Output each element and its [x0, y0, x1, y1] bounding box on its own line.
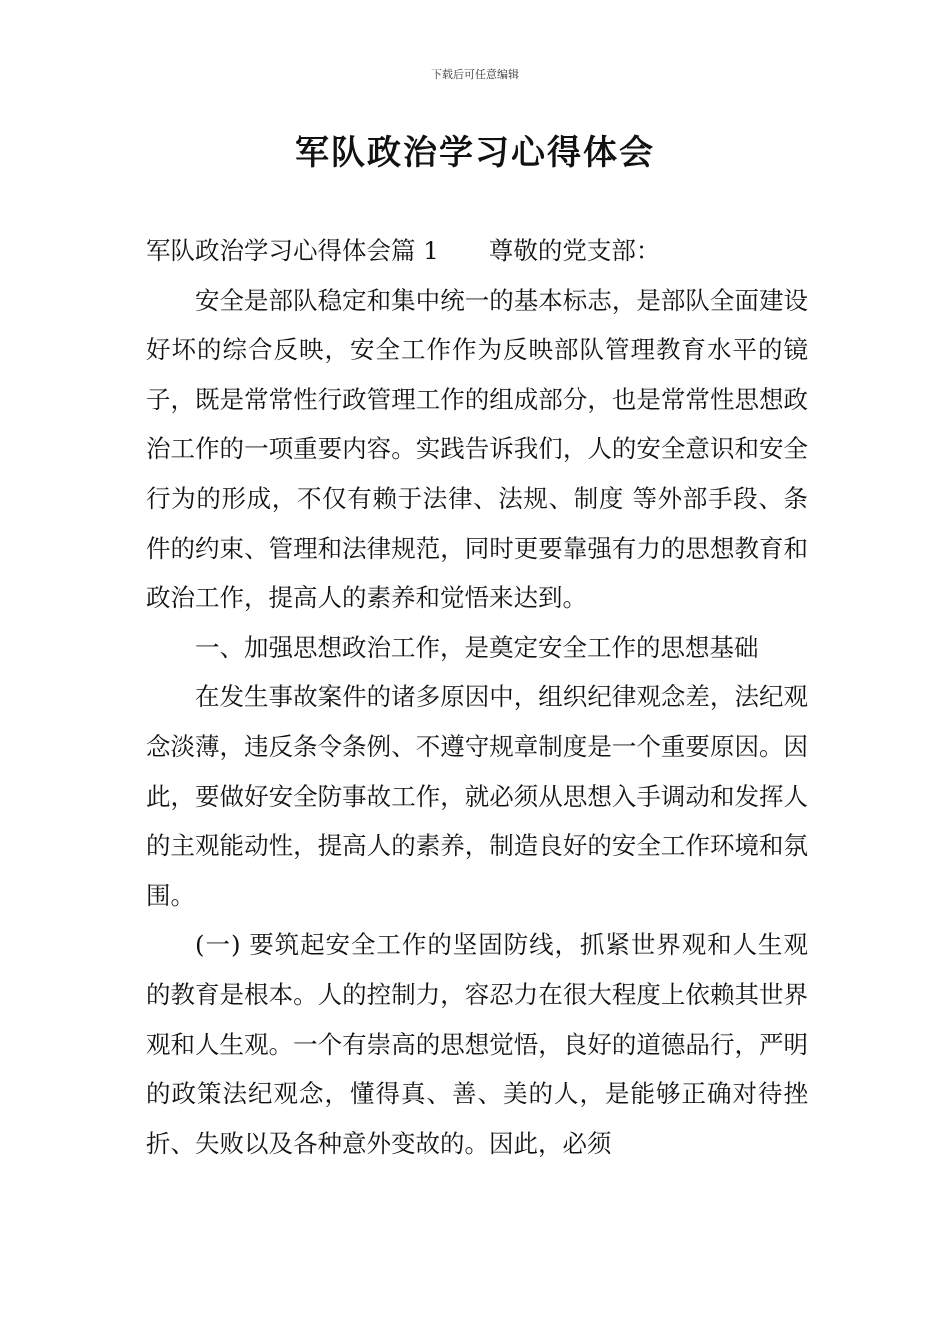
document-title: 军队政治学习心得体会 — [295, 133, 655, 173]
section-label: 军队政治学习心得体会篇 1 — [146, 236, 439, 265]
document-body — [146, 226, 808, 1168]
paragraph: (一) 要筑起安全工作的坚固防线，抓紧世界观和人生观的教育是根本。人的控制力，容忍力在很大程度上依赖其世界观和人生观。一个有崇高的思想觉悟，良好的道德品行，严明的政策法纪观念，懂得真、善、美的人，是能够正确对待挫折、失败以及各种意外变故的。因此，必须 — [146, 930, 808, 1158]
section-heading: 一、加强思想政治工作，是奠定安全工作的思想基础 — [195, 632, 759, 662]
header-note: 下载后可任意编辑 — [431, 68, 519, 81]
paragraph: 安全是部队稳定和集中统一的基本标志，是部队全面建设好坏的综合反映，安全工作作为反映部队管理教育水平的镜子，既是常常性行政管理工作的组成部分，也是常常性思想政治工作的一项重要内容。实践告诉我们，人的安全意识和安全行为的形成，不仅有赖于法律、法规、制度 等外部手段、条件的约束、管理和法律规范，同时更要靠强有力的思想教育和政治工作，提高人的素养和觉悟来达到。 — [146, 285, 808, 613]
paragraph: 在发生事故案件的诸多原因中，组织纪律观念差，法纪观念淡薄，违反条令条例、不遵守规章制度是一个重要原因。因此，要做好安全防事故工作，就必须从思想入手调动和发挥人的主观能动性，提高人的素养，制造良好的安全工作环境和氛围。 — [146, 682, 808, 910]
opening-line — [146, 226, 808, 276]
salutation: 尊敬的党支部： — [488, 236, 661, 265]
